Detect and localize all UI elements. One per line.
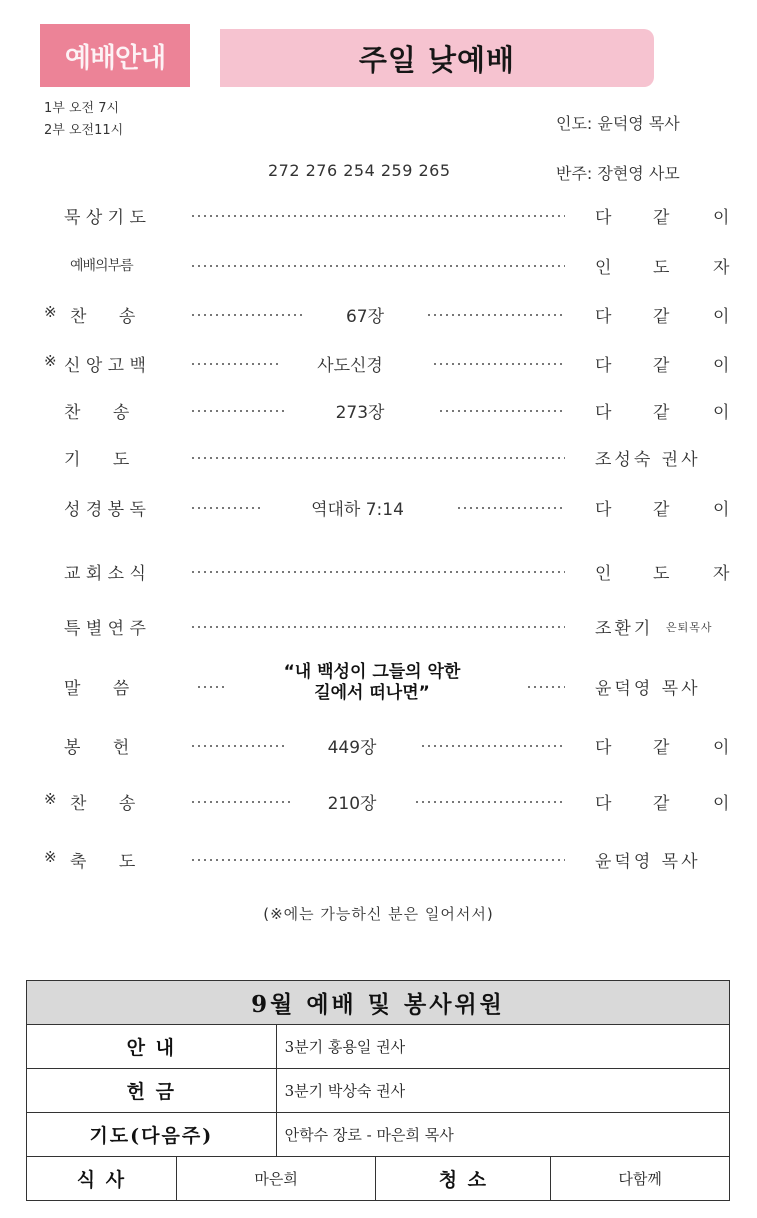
leader-dots — [190, 859, 565, 861]
order-item-hymn-1: ※ 찬 송 67장 다 같 이 — [44, 303, 730, 327]
order-label: 말 씀 — [64, 679, 130, 699]
leader-dots — [414, 801, 565, 803]
order-content: 사도신경 — [317, 356, 383, 376]
standing-note: (※에는 가능하신 분은 일어서서) — [263, 905, 494, 923]
leader-dots — [456, 507, 565, 509]
order-item-scripture: 성 경 봉 독 역대하 7:14 다 같 이 — [0, 491, 757, 521]
row-value: 3분기 홍용일 권사 — [276, 1025, 729, 1069]
leader-dots — [190, 801, 292, 803]
service-times — [44, 98, 123, 142]
leader-dots — [190, 410, 286, 412]
second-service-time: 2부 오전11시 — [44, 123, 124, 138]
leader-dots — [190, 571, 565, 573]
order-label: 기 도 — [64, 450, 130, 470]
leader-dots — [426, 314, 565, 316]
order-item-creed: ※ 신 앙 고 백 사도신경 다 같 이 — [44, 352, 730, 376]
order-label: 찬 송 — [70, 794, 136, 814]
order-label: 성 경 봉 독 — [64, 500, 146, 520]
leader-dots — [196, 686, 226, 688]
table-title: 9월 예배 및 봉사위원 — [27, 981, 730, 1025]
order-item-announcements: 교 회 소 식 인 도 자 — [0, 555, 757, 585]
order-label: 신 앙 고 백 — [64, 356, 146, 376]
leader-dots — [190, 265, 565, 267]
leader-dots — [420, 745, 565, 747]
stand-mark: ※ — [44, 303, 57, 321]
order-item-prayer: 기 도 조성숙 권사 — [0, 441, 757, 471]
hymn-numbers: 272 276 254 259 265 — [268, 161, 451, 180]
leader-dots — [432, 363, 565, 365]
row-value: 3분기 박상숙 권사 — [276, 1069, 729, 1113]
sermon-title: “내 백성이 그들의 악한 길에서 떠나면” — [283, 662, 461, 703]
stand-mark: ※ — [44, 848, 57, 866]
accompanist: 반주: 장현영 사모 — [556, 164, 680, 183]
leader-dots — [190, 457, 565, 459]
order-content: 273장 — [335, 403, 385, 423]
order-item-offering: 봉 헌 449장 다 같 이 — [0, 729, 757, 759]
table-row — [27, 1069, 730, 1113]
order-item-sermon: 말 씀 윤덕영 목사 — [0, 670, 757, 700]
clean-value: 다함께 — [551, 1157, 730, 1201]
leader-dots — [190, 507, 262, 509]
row-key: 안 내 — [27, 1025, 277, 1069]
order-item-special-music: 특 별 연 주 조환기 은퇴목사 — [0, 610, 757, 640]
order-label: 봉 헌 — [64, 738, 130, 758]
order-label: 찬 송 — [70, 307, 136, 327]
table-row — [27, 1025, 730, 1069]
leader-dots — [526, 686, 565, 688]
table-header-row — [27, 981, 730, 1025]
order-content: 역대하 7:14 — [311, 500, 404, 520]
leader-dots — [190, 745, 286, 747]
leader-dots — [438, 410, 565, 412]
leader-dots — [190, 314, 304, 316]
worship-leader: 인도: 윤덕영 목사 — [556, 114, 680, 133]
order-label: 교 회 소 식 — [64, 564, 146, 584]
first-service-time: 1부 오전 7시 — [44, 101, 120, 116]
leader-dots — [190, 215, 565, 217]
order-label: 묵 상 기 도 — [64, 208, 146, 228]
row-key: 헌 금 — [27, 1069, 277, 1113]
order-item-hymn-3: ※ 찬 송 210장 다 같 이 — [44, 790, 730, 814]
row-value: 안학수 장로 - 마은희 목사 — [276, 1113, 729, 1157]
service-volunteers-table — [26, 980, 730, 1201]
stand-mark: ※ — [44, 352, 57, 370]
meal-key: 식 사 — [27, 1157, 177, 1201]
clean-key: 청 소 — [376, 1157, 551, 1201]
leader-dots — [190, 363, 280, 365]
order-item-silent-prayer: 묵 상 기 도 다 같 이 — [0, 199, 757, 229]
order-label: 찬 송 — [64, 403, 130, 423]
meal-value: 마은희 — [176, 1157, 376, 1201]
page-title: 주일 낮예배 — [220, 29, 654, 87]
order-label: 축 도 — [70, 852, 136, 872]
stand-mark: ※ — [44, 790, 57, 808]
order-item-benediction: ※ 축 도 윤덕영 목사 — [44, 848, 701, 872]
section-badge: 예배안내 — [40, 24, 190, 87]
order-label: 특 별 연 주 — [64, 619, 146, 639]
order-label: 예배의부름 — [70, 258, 133, 274]
order-content: 449장 — [327, 738, 377, 758]
leader-dots — [190, 626, 565, 628]
order-item-hymn-2: 찬 송 273장 다 같 이 — [0, 394, 757, 424]
row-key: 기도(다음주) — [27, 1113, 277, 1157]
order-content: 67장 — [345, 307, 385, 327]
order-content: 210장 — [327, 794, 377, 814]
table-row — [27, 1157, 730, 1201]
table-row — [27, 1113, 730, 1157]
order-item-call-to-worship: 예배의부름 인 도 자 — [0, 249, 757, 279]
